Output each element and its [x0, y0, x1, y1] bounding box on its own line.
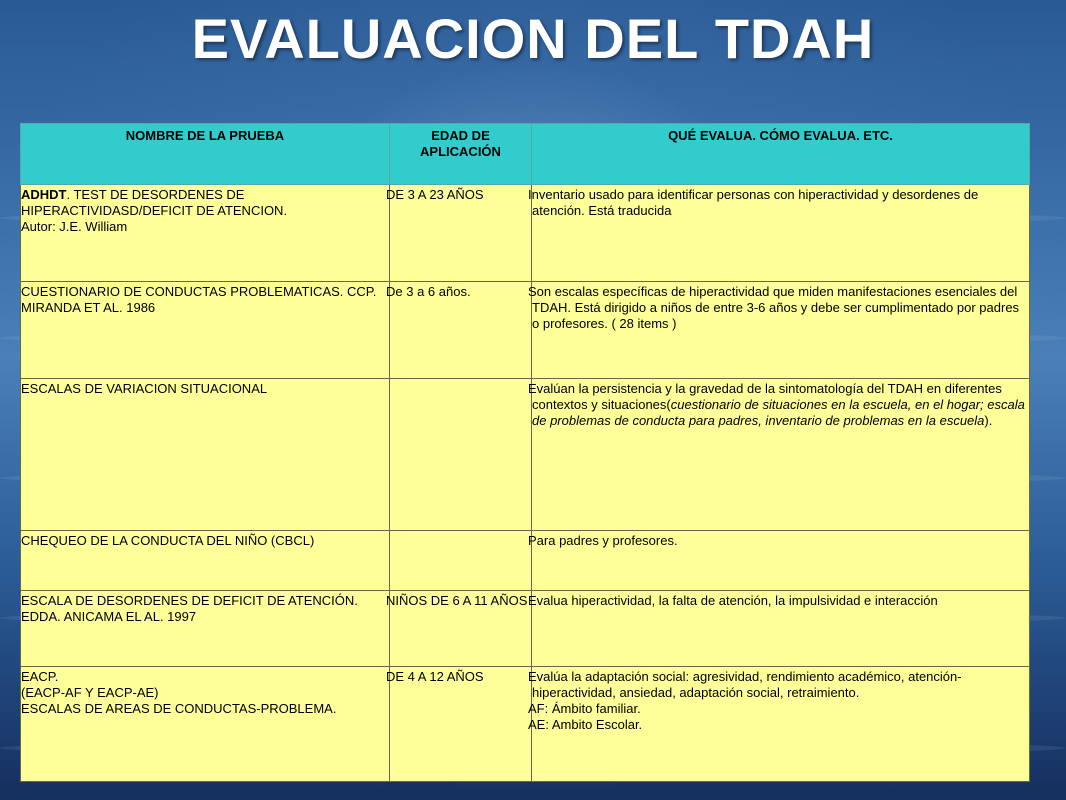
test-name-line: (EACP-AF Y EACP-AE) [21, 685, 159, 700]
age-cell: DE 4 A 12 AÑOS [390, 667, 532, 782]
age-cell [390, 531, 532, 591]
test-name-text: . TEST DE DESORDENES DE HIPERACTIVIDASD/DEFICIT DE ATENCION. [21, 187, 288, 218]
table-row [21, 591, 1030, 667]
test-author: Autor: J.E. William [21, 219, 128, 234]
description-italic-text: cuestionario de situaciones en la escuela, en el hogar; escala de problemas de conducta para padres, inventario de problemas en la escuela [532, 397, 1025, 428]
description-end: ). [984, 413, 993, 428]
test-name-line: ESCALAS DE AREAS DE CONDUCTAS-PROBLEMA. [21, 701, 337, 716]
test-name-cell: ESCALA DE DESORDENES DE DEFICIT DE ATENCIÓN. EDDA. ANICAMA EL AL. 1997 [21, 591, 390, 667]
description-line: Evalúa la adaptación social: agresividad, rendimiento académico, atención-hiperactividad, ansiedad, adaptación social, retraimiento. [528, 669, 962, 700]
test-name-cell: CHEQUEO DE LA CONDUCTA DEL NIÑO (CBCL) [21, 531, 390, 591]
table-row [21, 379, 1030, 531]
header-age: EDAD DE APLICACIÓN [390, 124, 532, 185]
test-name-cell: CUESTIONARIO DE CONDUCTAS PROBLEMATICAS. CCP. MIRANDA ET AL. 1986 [21, 282, 390, 379]
table-header-row [21, 124, 1030, 185]
description-cell [528, 379, 1030, 531]
description-cell [528, 667, 1030, 782]
page-title: EVALUACION DEL TDAH [191, 7, 875, 70]
test-name-cell: ESCALAS DE VARIACION SITUACIONAL [21, 379, 390, 531]
test-name-cell [21, 667, 390, 782]
age-cell: DE 3 A 23 AÑOS [390, 185, 532, 282]
age-cell: NIÑOS DE 6 A 11 AÑOS [390, 591, 532, 667]
age-cell [390, 379, 532, 531]
test-name-cell [21, 185, 390, 282]
description-cell: Para padres y profesores. [532, 531, 1030, 591]
description-text: Evalúan la persistencia y la gravedad de la sintomatología del TDAH en diferentes contextos y situaciones( [528, 381, 1002, 412]
description-cell: Inventario usado para identificar personas con hiperactividad y desordenes de atención. Está traducida [532, 185, 1030, 282]
description-line: AE: Ambito Escolar. [528, 717, 643, 732]
test-name-line: EACP. [21, 669, 59, 684]
header-test-name: NOMBRE DE LA PRUEBA [21, 124, 390, 185]
test-name-acronym: ADHDT [21, 187, 67, 202]
header-description: QUÉ EVALUA. CÓMO EVALUA. ETC. [532, 124, 1030, 185]
table-row [21, 282, 1030, 379]
age-cell: De 3 a 6 años. [390, 282, 532, 379]
table-row [21, 185, 1030, 282]
description-line: AF: Ámbito familiar. [528, 701, 641, 716]
table-row [21, 667, 1030, 782]
description-cell: Son escalas específicas de hiperactividad que miden manifestaciones esenciales del TDAH. Está dirigido a niños de entre 3-6 años y debe ser cumplimentado por padres o profesores. ( 28 items ) [532, 282, 1030, 379]
table-row [21, 531, 1030, 591]
description-cell: Evalua hiperactividad, la falta de atención, la impulsividad e interacción [532, 591, 1030, 667]
tdah-evaluation-table [20, 123, 1030, 782]
